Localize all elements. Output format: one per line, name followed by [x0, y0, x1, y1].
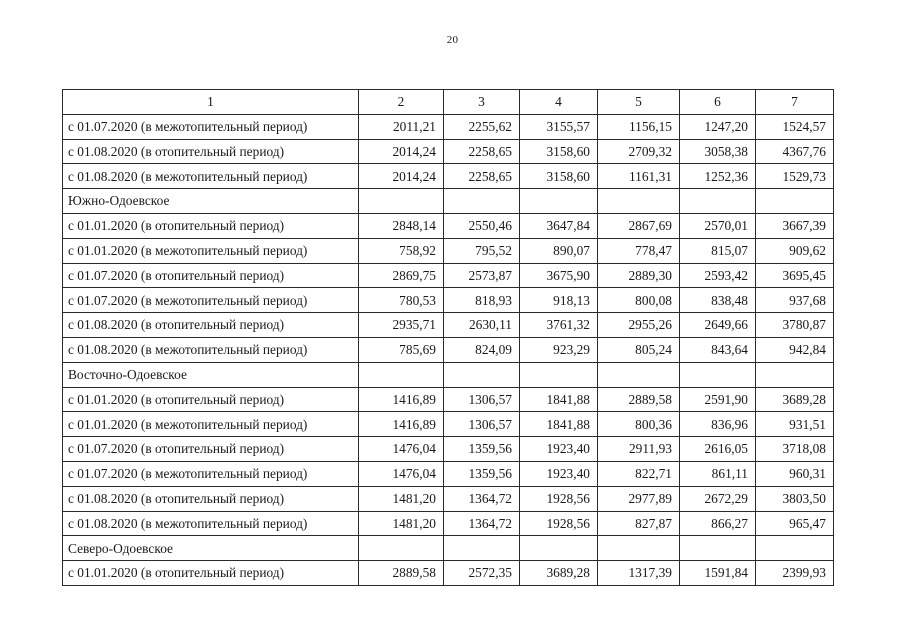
- table-row: [63, 164, 834, 189]
- value-cell: 2258,65: [444, 139, 520, 164]
- value-cell: 838,48: [680, 288, 756, 313]
- value-cell: [359, 362, 444, 387]
- value-cell: 1476,04: [359, 461, 444, 486]
- table-row: [63, 486, 834, 511]
- table-row: [63, 561, 834, 586]
- row-label: с 01.01.2020 (в межотопительный период): [63, 238, 359, 263]
- value-cell: 931,51: [756, 412, 834, 437]
- column-header: 2: [359, 90, 444, 115]
- value-cell: 861,11: [680, 461, 756, 486]
- row-label: с 01.08.2020 (в межотопительный период): [63, 337, 359, 362]
- row-label: с 01.07.2020 (в межотопительный период): [63, 114, 359, 139]
- value-cell: 3158,60: [520, 139, 598, 164]
- table-row: [63, 387, 834, 412]
- value-cell: 1317,39: [598, 561, 680, 586]
- value-cell: 2709,32: [598, 139, 680, 164]
- table-row: [63, 337, 834, 362]
- value-cell: 2255,62: [444, 114, 520, 139]
- value-cell: 2867,69: [598, 213, 680, 238]
- value-cell: 1529,73: [756, 164, 834, 189]
- value-cell: 1923,40: [520, 461, 598, 486]
- value-cell: 805,24: [598, 337, 680, 362]
- value-cell: 827,87: [598, 511, 680, 536]
- column-header: 5: [598, 90, 680, 115]
- value-cell: 2591,90: [680, 387, 756, 412]
- value-cell: [359, 536, 444, 561]
- table-row: [63, 114, 834, 139]
- value-cell: 822,71: [598, 461, 680, 486]
- value-cell: 3058,38: [680, 139, 756, 164]
- table-row: [63, 213, 834, 238]
- value-cell: 3647,84: [520, 213, 598, 238]
- row-label: с 01.07.2020 (в отопительный период): [63, 437, 359, 462]
- value-cell: 1306,57: [444, 412, 520, 437]
- value-cell: 2955,26: [598, 313, 680, 338]
- value-cell: 1591,84: [680, 561, 756, 586]
- value-cell: 1524,57: [756, 114, 834, 139]
- value-cell: 1476,04: [359, 437, 444, 462]
- value-cell: [598, 362, 680, 387]
- value-cell: 1364,72: [444, 511, 520, 536]
- value-cell: 937,68: [756, 288, 834, 313]
- row-label: с 01.01.2020 (в отопительный период): [63, 561, 359, 586]
- table-row: [63, 511, 834, 536]
- value-cell: [680, 189, 756, 214]
- row-label: с 01.08.2020 (в отопительный период): [63, 486, 359, 511]
- value-cell: 2258,65: [444, 164, 520, 189]
- value-cell: 1928,56: [520, 511, 598, 536]
- value-cell: 780,53: [359, 288, 444, 313]
- value-cell: 1306,57: [444, 387, 520, 412]
- value-cell: 3780,87: [756, 313, 834, 338]
- value-cell: 3761,32: [520, 313, 598, 338]
- value-cell: 800,08: [598, 288, 680, 313]
- value-cell: 1156,15: [598, 114, 680, 139]
- value-cell: [444, 362, 520, 387]
- value-cell: 2935,71: [359, 313, 444, 338]
- group-label: Северо-Одоевское: [63, 536, 359, 561]
- row-label: с 01.07.2020 (в отопительный период): [63, 263, 359, 288]
- value-cell: [756, 189, 834, 214]
- value-cell: [520, 189, 598, 214]
- value-cell: [680, 536, 756, 561]
- row-label: с 01.07.2020 (в межотопительный период): [63, 288, 359, 313]
- tariff-table: [62, 89, 834, 586]
- value-cell: 3675,90: [520, 263, 598, 288]
- value-cell: [444, 536, 520, 561]
- group-label: Южно-Одоевское: [63, 189, 359, 214]
- value-cell: [520, 362, 598, 387]
- value-cell: 3718,08: [756, 437, 834, 462]
- value-cell: 918,13: [520, 288, 598, 313]
- value-cell: 758,92: [359, 238, 444, 263]
- value-cell: 1416,89: [359, 387, 444, 412]
- value-cell: 1841,88: [520, 387, 598, 412]
- value-cell: 785,69: [359, 337, 444, 362]
- value-cell: 2014,24: [359, 164, 444, 189]
- value-cell: [359, 189, 444, 214]
- value-cell: 1481,20: [359, 486, 444, 511]
- column-header: 1: [63, 90, 359, 115]
- row-label: с 01.08.2020 (в отопительный период): [63, 313, 359, 338]
- column-header: 4: [520, 90, 598, 115]
- row-label: с 01.08.2020 (в отопительный период): [63, 139, 359, 164]
- value-cell: 2848,14: [359, 213, 444, 238]
- value-cell: 3667,39: [756, 213, 834, 238]
- value-cell: 795,52: [444, 238, 520, 263]
- row-label: с 01.08.2020 (в межотопительный период): [63, 511, 359, 536]
- group-row: [63, 189, 834, 214]
- value-cell: 2572,35: [444, 561, 520, 586]
- value-cell: 3695,45: [756, 263, 834, 288]
- table-row: [63, 238, 834, 263]
- row-label: с 01.01.2020 (в межотопительный период): [63, 412, 359, 437]
- value-cell: 2672,29: [680, 486, 756, 511]
- value-cell: 960,31: [756, 461, 834, 486]
- value-cell: 2649,66: [680, 313, 756, 338]
- value-cell: 2911,93: [598, 437, 680, 462]
- value-cell: 1364,72: [444, 486, 520, 511]
- value-cell: 800,36: [598, 412, 680, 437]
- table-body: [63, 114, 834, 585]
- value-cell: 3158,60: [520, 164, 598, 189]
- row-label: с 01.01.2020 (в отопительный период): [63, 387, 359, 412]
- value-cell: 843,64: [680, 337, 756, 362]
- value-cell: 2889,58: [359, 561, 444, 586]
- value-cell: 3803,50: [756, 486, 834, 511]
- value-cell: [520, 536, 598, 561]
- value-cell: 2977,89: [598, 486, 680, 511]
- value-cell: 866,27: [680, 511, 756, 536]
- value-cell: 4367,76: [756, 139, 834, 164]
- group-row: [63, 536, 834, 561]
- column-header: 3: [444, 90, 520, 115]
- value-cell: 1161,31: [598, 164, 680, 189]
- table-row: [63, 263, 834, 288]
- value-cell: 1841,88: [520, 412, 598, 437]
- value-cell: 965,47: [756, 511, 834, 536]
- value-cell: 1481,20: [359, 511, 444, 536]
- header-row: [63, 90, 834, 115]
- table-row: [63, 313, 834, 338]
- row-label: с 01.07.2020 (в межотопительный период): [63, 461, 359, 486]
- row-label: с 01.08.2020 (в межотопительный период): [63, 164, 359, 189]
- value-cell: 1416,89: [359, 412, 444, 437]
- value-cell: 2399,93: [756, 561, 834, 586]
- value-cell: 2570,01: [680, 213, 756, 238]
- value-cell: 1928,56: [520, 486, 598, 511]
- value-cell: 836,96: [680, 412, 756, 437]
- value-cell: 2573,87: [444, 263, 520, 288]
- value-cell: [444, 189, 520, 214]
- value-cell: 2550,46: [444, 213, 520, 238]
- column-header: 6: [680, 90, 756, 115]
- value-cell: 1359,56: [444, 461, 520, 486]
- value-cell: 2014,24: [359, 139, 444, 164]
- value-cell: 2011,21: [359, 114, 444, 139]
- value-cell: 2869,75: [359, 263, 444, 288]
- value-cell: 923,29: [520, 337, 598, 362]
- value-cell: 942,84: [756, 337, 834, 362]
- value-cell: 778,47: [598, 238, 680, 263]
- table-row: [63, 288, 834, 313]
- value-cell: 1252,36: [680, 164, 756, 189]
- value-cell: 1359,56: [444, 437, 520, 462]
- value-cell: 3689,28: [520, 561, 598, 586]
- value-cell: 890,07: [520, 238, 598, 263]
- value-cell: 2889,58: [598, 387, 680, 412]
- table-row: [63, 139, 834, 164]
- table-row: [63, 437, 834, 462]
- value-cell: 2616,05: [680, 437, 756, 462]
- column-header: 7: [756, 90, 834, 115]
- value-cell: 1923,40: [520, 437, 598, 462]
- value-cell: [756, 536, 834, 561]
- value-cell: 3689,28: [756, 387, 834, 412]
- value-cell: 1247,20: [680, 114, 756, 139]
- value-cell: [598, 536, 680, 561]
- value-cell: 3155,57: [520, 114, 598, 139]
- value-cell: 2630,11: [444, 313, 520, 338]
- table-row: [63, 461, 834, 486]
- value-cell: [680, 362, 756, 387]
- value-cell: 2889,30: [598, 263, 680, 288]
- value-cell: 818,93: [444, 288, 520, 313]
- page-number: 20: [446, 34, 459, 46]
- group-row: [63, 362, 834, 387]
- value-cell: 815,07: [680, 238, 756, 263]
- value-cell: [598, 189, 680, 214]
- row-label: с 01.01.2020 (в отопительный период): [63, 213, 359, 238]
- table-row: [63, 412, 834, 437]
- value-cell: 909,62: [756, 238, 834, 263]
- group-label: Восточно-Одоевское: [63, 362, 359, 387]
- value-cell: 824,09: [444, 337, 520, 362]
- value-cell: 2593,42: [680, 263, 756, 288]
- value-cell: [756, 362, 834, 387]
